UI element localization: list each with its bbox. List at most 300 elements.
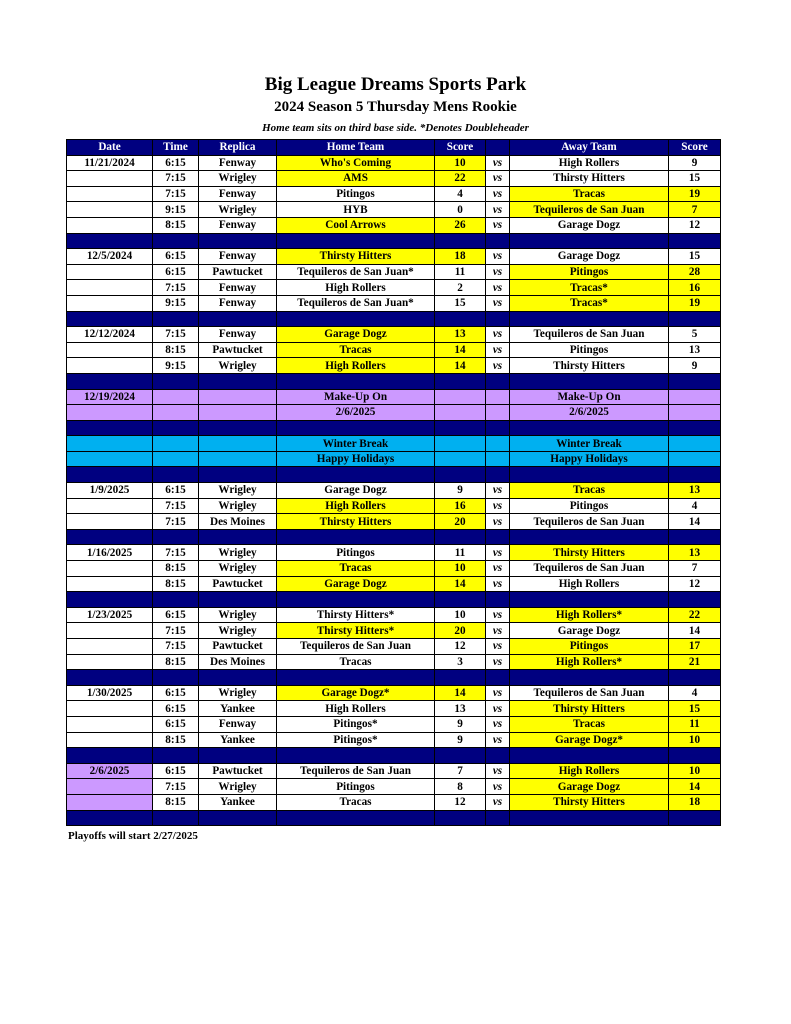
away-score-cell: 10: [669, 732, 721, 748]
separator-cell: [277, 670, 435, 686]
home-team-cell: Pitingos: [277, 779, 435, 795]
date-cell: [67, 576, 153, 592]
time-cell: 8:15: [153, 794, 199, 810]
game-row: [67, 249, 721, 265]
date-cell: 1/23/2025: [67, 607, 153, 623]
away-score-cell: 4: [669, 498, 721, 514]
game-row: [67, 779, 721, 795]
separator-cell: [153, 670, 199, 686]
date-cell: [67, 561, 153, 577]
home-team-cell: Tracas: [277, 794, 435, 810]
away-team-cell: Garage Dogz*: [510, 732, 669, 748]
home-score-cell: 9: [435, 483, 486, 499]
separator-cell: [486, 233, 510, 249]
separator-cell: [153, 467, 199, 483]
replica-cell: Wrigley: [199, 607, 277, 623]
game-row: [67, 794, 721, 810]
vs-cell: vs: [486, 186, 510, 202]
separator-cell: [67, 529, 153, 545]
game-row: [67, 483, 721, 499]
away-score-cell: 19: [669, 186, 721, 202]
separator-row: [67, 233, 721, 249]
home-team-cell: Tequileros de San Juan*: [277, 295, 435, 311]
separator-cell: [277, 529, 435, 545]
home-team-cell: Pitingos*: [277, 716, 435, 732]
home-team-cell: Garage Dogz: [277, 483, 435, 499]
away-score-cell: 15: [669, 171, 721, 187]
away-score-cell: 18: [669, 794, 721, 810]
away-team-cell: Tracas*: [510, 280, 669, 296]
separator-cell: [67, 467, 153, 483]
game-row: [67, 545, 721, 561]
separator-cell: [669, 233, 721, 249]
separator-cell: [435, 529, 486, 545]
date-cell: [67, 498, 153, 514]
separator-cell: [435, 420, 486, 436]
separator-cell: [153, 748, 199, 764]
separator-cell: [435, 233, 486, 249]
separator-row: [67, 670, 721, 686]
game-row: [67, 685, 721, 701]
date-cell: [67, 732, 153, 748]
away-team-cell: Thirsty Hitters: [510, 794, 669, 810]
separator-cell: [486, 529, 510, 545]
date-cell: [67, 436, 153, 452]
separator-cell: [510, 670, 669, 686]
home-team-cell: High Rollers: [277, 280, 435, 296]
replica-cell: Wrigley: [199, 685, 277, 701]
game-row: [67, 763, 721, 779]
home-team-cell: Happy Holidays: [277, 451, 435, 467]
away-team-cell: High Rollers: [510, 155, 669, 171]
separator-cell: [153, 311, 199, 327]
separator-cell: [67, 233, 153, 249]
time-cell: 8:15: [153, 732, 199, 748]
away-score-cell: [669, 405, 721, 421]
away-team-cell: Make-Up On: [510, 389, 669, 405]
time-cell: 9:15: [153, 358, 199, 374]
home-team-cell: Tequileros de San Juan: [277, 763, 435, 779]
game-row: [67, 217, 721, 233]
replica-cell: Des Moines: [199, 654, 277, 670]
home-score-cell: 12: [435, 794, 486, 810]
vs-cell: vs: [486, 701, 510, 717]
home-team-cell: Pitingos: [277, 186, 435, 202]
date-cell: [67, 514, 153, 530]
away-score-cell: 14: [669, 514, 721, 530]
vs-cell: vs: [486, 763, 510, 779]
vs-cell: [486, 389, 510, 405]
home-score-cell: 20: [435, 623, 486, 639]
game-row: [67, 654, 721, 670]
vs-cell: vs: [486, 171, 510, 187]
separator-cell: [669, 670, 721, 686]
home-score-cell: 20: [435, 514, 486, 530]
vs-cell: vs: [486, 639, 510, 655]
separator-row: [67, 420, 721, 436]
separator-cell: [277, 233, 435, 249]
replica-cell: Pawtucket: [199, 264, 277, 280]
date-cell: [67, 701, 153, 717]
date-cell: [67, 295, 153, 311]
time-cell: 9:15: [153, 295, 199, 311]
vs-cell: vs: [486, 264, 510, 280]
vs-cell: [486, 436, 510, 452]
home-score-cell: [435, 451, 486, 467]
header-row: [67, 140, 721, 156]
date-cell: [67, 202, 153, 218]
time-cell: 8:15: [153, 654, 199, 670]
away-team-cell: Garage Dogz: [510, 779, 669, 795]
replica-cell: Wrigley: [199, 483, 277, 499]
home-score-cell: 16: [435, 498, 486, 514]
away-score-cell: [669, 389, 721, 405]
home-score-cell: 11: [435, 545, 486, 561]
home-team-cell: Thirsty Hitters*: [277, 607, 435, 623]
game-row: [67, 280, 721, 296]
away-score-cell: 13: [669, 342, 721, 358]
time-cell: 6:15: [153, 607, 199, 623]
schedule-note: Home team sits on third base side. *Denotes Doubleheader: [262, 122, 529, 134]
vs-cell: vs: [486, 794, 510, 810]
away-team-cell: Tequileros de San Juan: [510, 327, 669, 343]
separator-cell: [435, 311, 486, 327]
separator-cell: [67, 748, 153, 764]
game-row: [67, 716, 721, 732]
home-team-cell: Garage Dogz*: [277, 685, 435, 701]
away-score-cell: 10: [669, 763, 721, 779]
replica-cell: Wrigley: [199, 202, 277, 218]
home-team-cell: Thirsty Hitters: [277, 249, 435, 265]
vs-cell: vs: [486, 327, 510, 343]
separator-cell: [277, 467, 435, 483]
header-date: Date: [67, 140, 153, 156]
separator-row: [67, 529, 721, 545]
home-score-cell: 10: [435, 607, 486, 623]
away-team-cell: Thirsty Hitters: [510, 545, 669, 561]
vs-cell: vs: [486, 280, 510, 296]
header-away-score: Score: [669, 140, 721, 156]
vs-cell: vs: [486, 514, 510, 530]
vs-cell: vs: [486, 483, 510, 499]
separator-cell: [486, 810, 510, 826]
away-team-cell: Tequileros de San Juan: [510, 202, 669, 218]
replica-cell: Wrigley: [199, 561, 277, 577]
away-score-cell: 12: [669, 217, 721, 233]
separator-cell: [669, 467, 721, 483]
separator-cell: [67, 420, 153, 436]
separator-row: [67, 592, 721, 608]
date-cell: [67, 716, 153, 732]
vs-cell: vs: [486, 716, 510, 732]
separator-cell: [153, 373, 199, 389]
time-cell: 6:15: [153, 716, 199, 732]
separator-cell: [486, 373, 510, 389]
makeup-row: [67, 405, 721, 421]
away-score-cell: 28: [669, 264, 721, 280]
away-team-cell: Winter Break: [510, 436, 669, 452]
separator-cell: [199, 467, 277, 483]
away-score-cell: 14: [669, 623, 721, 639]
time-cell: 6:15: [153, 763, 199, 779]
home-score-cell: 4: [435, 186, 486, 202]
separator-cell: [277, 311, 435, 327]
time-cell: 7:15: [153, 186, 199, 202]
separator-cell: [510, 311, 669, 327]
date-cell: [67, 342, 153, 358]
header-away-team: Away Team: [510, 140, 669, 156]
separator-cell: [153, 810, 199, 826]
home-score-cell: 12: [435, 639, 486, 655]
separator-cell: [510, 592, 669, 608]
away-team-cell: Tracas: [510, 483, 669, 499]
separator-cell: [67, 592, 153, 608]
away-score-cell: 15: [669, 249, 721, 265]
home-team-cell: Tracas: [277, 561, 435, 577]
separator-cell: [435, 373, 486, 389]
separator-cell: [199, 592, 277, 608]
vs-cell: vs: [486, 217, 510, 233]
home-score-cell: 2: [435, 280, 486, 296]
game-row: [67, 607, 721, 623]
home-team-cell: Tracas: [277, 342, 435, 358]
home-score-cell: 11: [435, 264, 486, 280]
game-row: [67, 202, 721, 218]
game-row: [67, 342, 721, 358]
away-team-cell: Pitingos: [510, 264, 669, 280]
home-score-cell: [435, 436, 486, 452]
header-replica: Replica: [199, 140, 277, 156]
time-cell: [153, 405, 199, 421]
away-team-cell: Garage Dogz: [510, 249, 669, 265]
home-team-cell: High Rollers: [277, 358, 435, 374]
date-cell: 12/5/2024: [67, 249, 153, 265]
separator-cell: [67, 670, 153, 686]
game-row: [67, 155, 721, 171]
separator-row: [67, 467, 721, 483]
time-cell: 7:15: [153, 545, 199, 561]
away-score-cell: 21: [669, 654, 721, 670]
separator-row: [67, 748, 721, 764]
game-row: [67, 701, 721, 717]
date-cell: [67, 217, 153, 233]
home-team-cell: Tequileros de San Juan*: [277, 264, 435, 280]
vs-cell: vs: [486, 155, 510, 171]
away-score-cell: 9: [669, 155, 721, 171]
replica-cell: Fenway: [199, 327, 277, 343]
home-score-cell: 26: [435, 217, 486, 233]
separator-cell: [199, 748, 277, 764]
separator-cell: [435, 748, 486, 764]
vs-cell: vs: [486, 561, 510, 577]
break-row: [67, 451, 721, 467]
home-team-cell: AMS: [277, 171, 435, 187]
separator-cell: [669, 311, 721, 327]
vs-cell: vs: [486, 498, 510, 514]
separator-cell: [435, 810, 486, 826]
separator-cell: [486, 467, 510, 483]
home-score-cell: 9: [435, 732, 486, 748]
home-team-cell: Who's Coming: [277, 155, 435, 171]
home-score-cell: 3: [435, 654, 486, 670]
date-cell: [67, 451, 153, 467]
home-score-cell: 14: [435, 342, 486, 358]
home-score-cell: [435, 405, 486, 421]
time-cell: 7:15: [153, 623, 199, 639]
away-team-cell: High Rollers*: [510, 654, 669, 670]
separator-cell: [153, 529, 199, 545]
home-score-cell: 10: [435, 155, 486, 171]
date-cell: [67, 264, 153, 280]
replica-cell: Fenway: [199, 186, 277, 202]
replica-cell: Pawtucket: [199, 763, 277, 779]
game-row: [67, 171, 721, 187]
time-cell: 8:15: [153, 342, 199, 358]
away-score-cell: 15: [669, 701, 721, 717]
time-cell: 7:15: [153, 280, 199, 296]
date-cell: [67, 280, 153, 296]
separator-cell: [510, 529, 669, 545]
home-team-cell: Thirsty Hitters: [277, 514, 435, 530]
away-score-cell: 7: [669, 561, 721, 577]
home-score-cell: 14: [435, 685, 486, 701]
separator-cell: [510, 748, 669, 764]
away-score-cell: 12: [669, 576, 721, 592]
header-vs: [486, 140, 510, 156]
separator-cell: [199, 420, 277, 436]
date-cell: [67, 358, 153, 374]
home-team-cell: Pitingos: [277, 545, 435, 561]
vs-cell: vs: [486, 545, 510, 561]
vs-cell: vs: [486, 576, 510, 592]
date-cell: 12/12/2024: [67, 327, 153, 343]
time-cell: 9:15: [153, 202, 199, 218]
away-score-cell: 19: [669, 295, 721, 311]
game-row: [67, 623, 721, 639]
away-team-cell: High Rollers*: [510, 607, 669, 623]
separator-cell: [435, 592, 486, 608]
separator-cell: [199, 311, 277, 327]
replica-cell: Yankee: [199, 701, 277, 717]
time-cell: [153, 389, 199, 405]
home-team-cell: Tracas: [277, 654, 435, 670]
game-row: [67, 186, 721, 202]
home-score-cell: 10: [435, 561, 486, 577]
replica-cell: [199, 436, 277, 452]
separator-cell: [669, 373, 721, 389]
game-row: [67, 639, 721, 655]
home-score-cell: 8: [435, 779, 486, 795]
time-cell: 6:15: [153, 701, 199, 717]
away-team-cell: Happy Holidays: [510, 451, 669, 467]
game-row: [67, 358, 721, 374]
game-row: [67, 732, 721, 748]
separator-cell: [67, 311, 153, 327]
separator-cell: [510, 233, 669, 249]
home-team-cell: Pitingos*: [277, 732, 435, 748]
time-cell: 7:15: [153, 171, 199, 187]
header-home-team: Home Team: [277, 140, 435, 156]
away-score-cell: 4: [669, 685, 721, 701]
page-subtitle: 2024 Season 5 Thursday Mens Rookie: [274, 99, 517, 115]
game-row: [67, 561, 721, 577]
away-score-cell: [669, 436, 721, 452]
home-score-cell: 0: [435, 202, 486, 218]
replica-cell: Wrigley: [199, 779, 277, 795]
home-team-cell: Garage Dogz: [277, 576, 435, 592]
replica-cell: Pawtucket: [199, 576, 277, 592]
home-team-cell: HYB: [277, 202, 435, 218]
home-team-cell: High Rollers: [277, 701, 435, 717]
away-team-cell: Pitingos: [510, 342, 669, 358]
home-team-cell: Make-Up On: [277, 389, 435, 405]
away-team-cell: Garage Dogz: [510, 623, 669, 639]
replica-cell: Des Moines: [199, 514, 277, 530]
game-row: [67, 264, 721, 280]
away-team-cell: Tequileros de San Juan: [510, 561, 669, 577]
separator-cell: [199, 670, 277, 686]
time-cell: 7:15: [153, 327, 199, 343]
home-team-cell: Cool Arrows: [277, 217, 435, 233]
date-cell: 2/6/2025: [67, 763, 153, 779]
separator-cell: [67, 810, 153, 826]
time-cell: 6:15: [153, 249, 199, 265]
time-cell: 7:15: [153, 514, 199, 530]
makeup-row: [67, 389, 721, 405]
date-cell: [67, 171, 153, 187]
away-team-cell: Thirsty Hitters: [510, 358, 669, 374]
vs-cell: vs: [486, 342, 510, 358]
separator-cell: [153, 592, 199, 608]
replica-cell: Fenway: [199, 249, 277, 265]
date-cell: [67, 405, 153, 421]
separator-cell: [277, 592, 435, 608]
time-cell: 7:15: [153, 498, 199, 514]
game-row: [67, 295, 721, 311]
away-score-cell: 9: [669, 358, 721, 374]
home-team-cell: Winter Break: [277, 436, 435, 452]
date-cell: [67, 654, 153, 670]
replica-cell: [199, 389, 277, 405]
replica-cell: Wrigley: [199, 545, 277, 561]
separator-cell: [199, 529, 277, 545]
break-row: [67, 436, 721, 452]
vs-cell: vs: [486, 654, 510, 670]
game-row: [67, 498, 721, 514]
time-cell: 6:15: [153, 264, 199, 280]
away-team-cell: Tequileros de San Juan: [510, 685, 669, 701]
time-cell: 7:15: [153, 639, 199, 655]
replica-cell: Wrigley: [199, 623, 277, 639]
away-team-cell: Tracas: [510, 716, 669, 732]
home-team-cell: Garage Dogz: [277, 327, 435, 343]
away-score-cell: 17: [669, 639, 721, 655]
separator-cell: [486, 592, 510, 608]
replica-cell: Fenway: [199, 716, 277, 732]
away-team-cell: Tracas*: [510, 295, 669, 311]
vs-cell: vs: [486, 685, 510, 701]
separator-cell: [669, 592, 721, 608]
separator-row: [67, 373, 721, 389]
away-score-cell: 16: [669, 280, 721, 296]
away-team-cell: Thirsty Hitters: [510, 171, 669, 187]
schedule-table: [66, 139, 721, 826]
date-cell: 1/30/2025: [67, 685, 153, 701]
time-cell: 6:15: [153, 483, 199, 499]
date-cell: [67, 186, 153, 202]
home-team-cell: 2/6/2025: [277, 405, 435, 421]
away-score-cell: 7: [669, 202, 721, 218]
